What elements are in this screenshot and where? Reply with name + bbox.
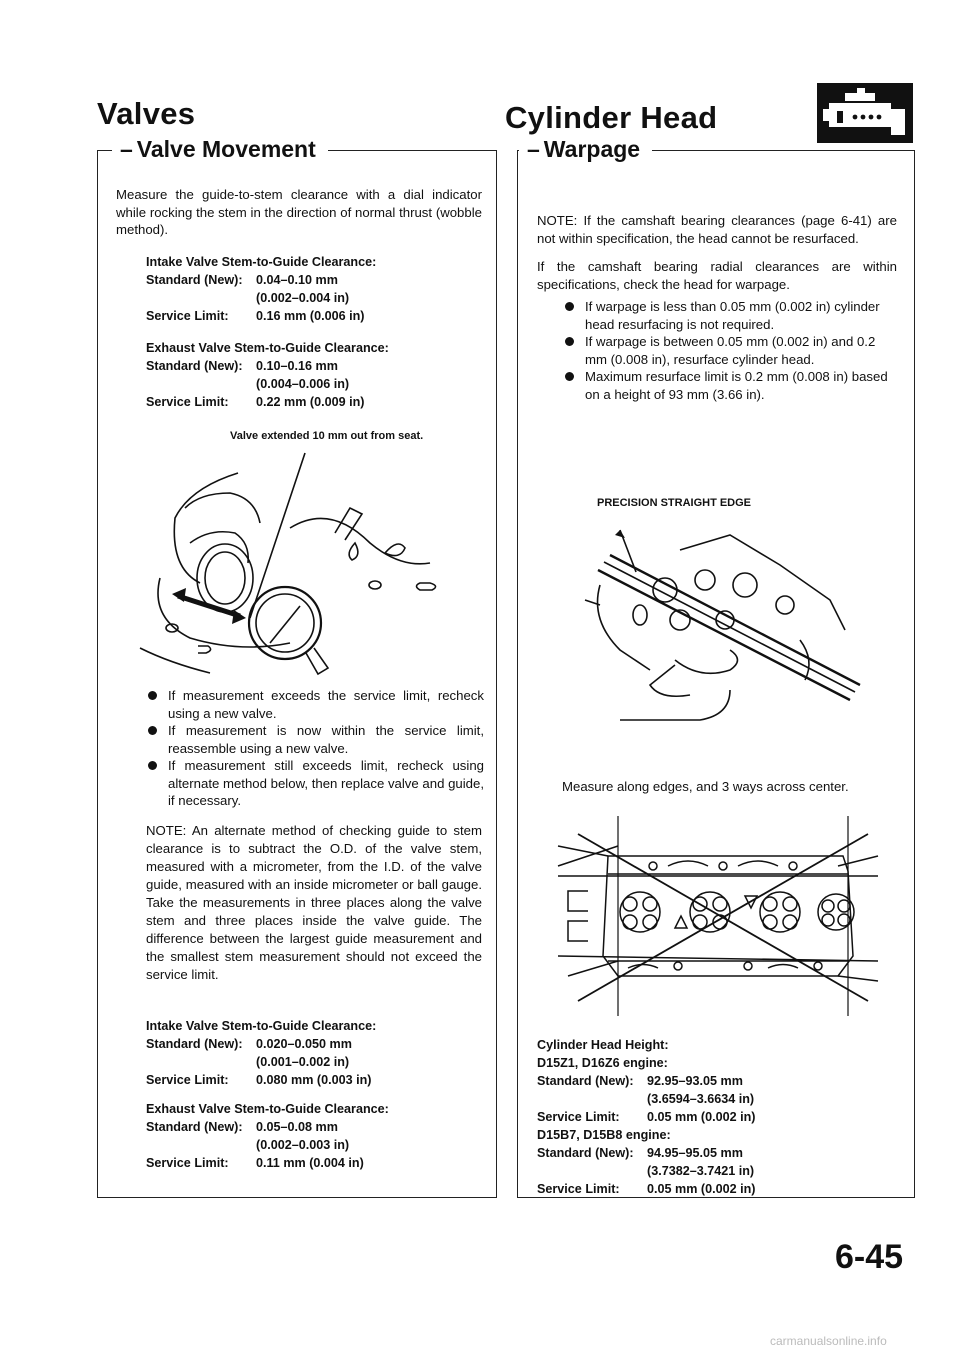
spec-label: Service Limit: xyxy=(537,1182,620,1196)
spec-value: 92.95–93.05 mm xyxy=(647,1074,743,1088)
bullet-item: If warpage is between 0.05 mm (0.002 in) and 0.2 mm (0.008 in), resurface cylinder head. xyxy=(565,333,899,368)
spec-value: (0.002–0.004 in) xyxy=(256,291,350,305)
spec-value: (0.001–0.002 in) xyxy=(256,1055,350,1069)
spec-block-1 xyxy=(146,253,486,325)
spec-value: 94.95–95.05 mm xyxy=(647,1146,743,1160)
spec-value: (3.6594–3.6634 in) xyxy=(647,1092,755,1106)
spec-heading: Intake Valve Stem-to-Guide Clearance: xyxy=(146,1019,377,1033)
spec-label: Service Limit: xyxy=(146,1073,229,1087)
section-dash: – xyxy=(527,136,540,162)
figure-caption-valve: Valve extended 10 mm out from seat. xyxy=(230,430,424,442)
warpage-note: NOTE: If the camshaft bearing clearances (page 6-41) are not within specification, the head cannot be resurfaced. xyxy=(537,213,897,246)
spec-value: 0.020–0.050 mm xyxy=(256,1037,352,1051)
spec-value: (3.7382–3.7421 in) xyxy=(647,1164,755,1178)
spec-label: Standard (New): xyxy=(146,359,243,373)
spec-label: Service Limit: xyxy=(146,395,229,409)
cylinder-head-diagram xyxy=(548,816,888,1016)
section-label: Warpage xyxy=(543,136,641,162)
spec-label: Standard (New): xyxy=(146,1037,243,1051)
spec-value: (0.004–0.006 in) xyxy=(256,377,350,391)
bullet-list-right xyxy=(565,298,899,403)
engine-label: D15Z1, D16Z6 engine: xyxy=(537,1056,668,1070)
bullet-item: If warpage is less than 0.05 mm (0.002 in) cylinder head resurfacing is not required. xyxy=(565,298,899,333)
spec-value: 0.22 mm (0.009 in) xyxy=(256,395,365,409)
bullet-item: If measurement still exceeds limit, recheck using alternate method below, then replace valve and guide, if necessary. xyxy=(148,757,484,810)
bullet-item: If measurement is now within the service limit, reassemble using a new valve. xyxy=(148,722,484,757)
spec-label: Service Limit: xyxy=(146,1156,229,1170)
bullet-item: If measurement exceeds the service limit, recheck using a new valve. xyxy=(148,687,484,722)
section-label: Valve Movement xyxy=(136,136,316,162)
alternate-method-note: NOTE: An alternate method of checking guide to stem clearance is to subtract the O.D. of the valve stem, measured with a micrometer, from the I.D. of the valve guide, measured with an inside micrometer or ball gauge. Take the measurements in three places along the valve stem and three places inside the valve guide. The difference between the largest guide measurement and the smallest stem measurement should not exceed the service limit. xyxy=(146,823,482,982)
spec-value: 0.05–0.08 mm xyxy=(256,1120,338,1134)
straight-edge-illustration xyxy=(580,510,870,725)
page-title-cylinder-head: Cylinder Head xyxy=(505,100,718,135)
spec-label: Standard (New): xyxy=(146,273,243,287)
bullet-item: Maximum resurface limit is 0.2 mm (0.008 in) based on a height of 93 mm (3.66 in). xyxy=(565,368,899,403)
bullet-list-left xyxy=(148,687,484,810)
spec-block-4 xyxy=(146,1100,486,1172)
spec-heading: Cylinder Head Height: xyxy=(537,1038,669,1052)
spec-label: Standard (New): xyxy=(537,1074,634,1088)
spec-label: Service Limit: xyxy=(537,1110,620,1124)
spec-label: Service Limit: xyxy=(146,309,229,323)
engine-label: D15B7, D15B8 engine: xyxy=(537,1128,671,1142)
spec-heading: Intake Valve Stem-to-Guide Clearance: xyxy=(146,255,377,269)
figure-label-straight-edge: PRECISION STRAIGHT EDGE xyxy=(597,497,752,509)
spec-heading: Exhaust Valve Stem-to-Guide Clearance: xyxy=(146,1102,389,1116)
spec-block-3 xyxy=(146,1017,486,1089)
measure-caption: Measure along edges, and 3 ways across center. xyxy=(562,779,849,794)
spec-value: 0.05 mm (0.002 in) xyxy=(647,1182,756,1196)
spec-block-2 xyxy=(146,339,486,411)
spec-label: Standard (New): xyxy=(537,1146,634,1160)
engine-icon xyxy=(817,83,913,143)
spec-value: 0.04–0.10 mm xyxy=(256,273,338,287)
spec-value: (0.002–0.003 in) xyxy=(256,1138,350,1152)
warpage-paragraph: If the camshaft bearing radial clearances are within specifications, check the head for warpage. xyxy=(537,259,897,292)
spec-label: Standard (New): xyxy=(146,1120,243,1134)
spec-value: 0.11 mm (0.004 in) xyxy=(256,1156,364,1170)
cylinder-head-height-spec xyxy=(537,1036,897,1198)
section-title-valve-movement xyxy=(112,136,328,163)
dial-indicator-illustration xyxy=(130,448,480,683)
section-dash: – xyxy=(120,136,133,162)
spec-heading: Exhaust Valve Stem-to-Guide Clearance: xyxy=(146,341,389,355)
page-title-valves: Valves xyxy=(97,96,196,131)
footer-watermark: carmanualsonline.info xyxy=(770,1334,887,1348)
section-title-warpage xyxy=(519,136,652,163)
spec-value: 0.16 mm (0.006 in) xyxy=(256,309,365,323)
spec-value: 0.080 mm (0.003 in) xyxy=(256,1073,372,1087)
spec-value: 0.05 mm (0.002 in) xyxy=(647,1110,756,1124)
intro-text: Measure the guide-to-stem clearance with a dial indicator while rocking the stem in the direction of normal thrust (wobble method). xyxy=(116,187,482,237)
page-number: 6-45 xyxy=(835,1238,904,1276)
spec-value: 0.10–0.16 mm xyxy=(256,359,338,373)
